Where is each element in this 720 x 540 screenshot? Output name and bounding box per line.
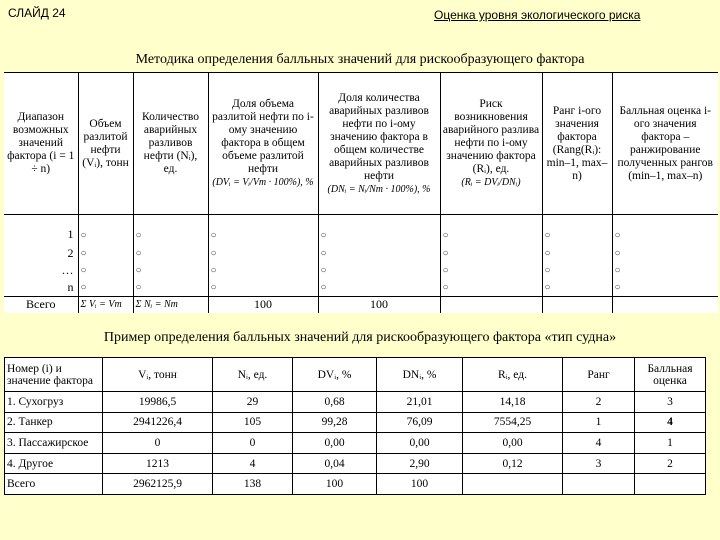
placeholder-mark: ○: [442, 229, 449, 241]
table-cell: [440, 296, 542, 313]
table-cell: [612, 279, 718, 297]
row-label: 1. Сухогруз: [5, 392, 103, 413]
table-cell: [542, 244, 612, 261]
table-cell: [542, 279, 612, 297]
table-cell: 105: [213, 412, 293, 433]
table-cell: 0,00: [293, 433, 377, 454]
table-cell: [612, 215, 718, 245]
placeholder-mark: ○: [320, 282, 327, 294]
placeholder-mark: ○: [614, 248, 621, 260]
table-cell: 4: [635, 412, 706, 433]
table-cell: 0,12: [463, 453, 563, 474]
placeholder-mark: ○: [442, 282, 449, 294]
placeholder-mark: ○: [210, 229, 217, 241]
table-row: [5, 453, 706, 474]
example-table: [4, 357, 706, 495]
table-cell: [208, 279, 318, 297]
col-header: Объем разлитой нефти (Vᵢ), тонн: [78, 73, 133, 215]
table-cell: [612, 262, 718, 279]
sum-v: Σ Vᵢ = Vт: [78, 296, 133, 313]
row-label: 4. Другое: [5, 453, 103, 474]
row-index: …: [4, 262, 78, 279]
section1-title: Методика определения балльных значений для рискообразующего фактора: [135, 52, 585, 67]
col-header: Балльная оценка: [635, 358, 706, 392]
placeholder-mark: ○: [135, 229, 142, 241]
methodology-table-panel: [4, 72, 718, 313]
row-index: 1: [4, 215, 78, 245]
col-header: [318, 73, 440, 215]
table-cell: [463, 474, 563, 495]
table-row: [5, 412, 706, 433]
table-row: [5, 392, 706, 413]
col-header: DNᵢ, %: [377, 358, 463, 392]
table-cell: [440, 215, 542, 245]
formula-dn: (DNᵢ = Nᵢ/Nт · 100%), %: [327, 183, 431, 195]
section2-title: Пример определения балльных значений для рискообразующего фактора «тип судна»: [103, 330, 617, 345]
table-cell: [133, 279, 208, 297]
table-cell: [563, 474, 635, 495]
example-table-panel: [4, 357, 706, 495]
placeholder-mark: ○: [80, 265, 87, 277]
sum-dn: 100: [318, 296, 440, 313]
table-cell: [635, 474, 706, 495]
placeholder-mark: ○: [320, 248, 327, 260]
placeholder-mark: ○: [614, 229, 621, 241]
col-header: Количество аварийных разливов нефти (Nᵢ), ед.: [133, 73, 208, 215]
col-header: Rᵢ, ед.: [463, 358, 563, 392]
col-header: DVᵢ, %: [293, 358, 377, 392]
table-cell: 14,18: [463, 392, 563, 413]
table-cell: [612, 244, 718, 261]
table-cell: 2: [635, 453, 706, 474]
table-cell: [133, 262, 208, 279]
table-cell: 4: [563, 433, 635, 454]
sum-row: [4, 296, 718, 313]
sum-n: Σ Nᵢ = Nт: [133, 296, 208, 313]
table-cell: 100: [293, 474, 377, 495]
table-row: [4, 279, 718, 297]
table-cell: [318, 279, 440, 297]
table-cell: [208, 244, 318, 261]
col-header: Ранг i-ого значения фактора (Rang(Rᵢ): min–1, max–n): [542, 73, 612, 215]
table-cell: 76,09: [377, 412, 463, 433]
row-index: n: [4, 279, 78, 297]
col-header: Диапазон возможных значений фактора (i = 1 ÷ n): [4, 73, 78, 215]
col-header-text: Доля объема разлитой нефти по i-ому значению фактора в общем объеме разлитой нефти: [212, 98, 314, 175]
placeholder-mark: ○: [210, 282, 217, 294]
topic-title: Оценка уровня экологического риска: [434, 8, 641, 22]
table-cell: [78, 279, 133, 297]
table-cell: [78, 215, 133, 245]
table-cell: 4: [213, 453, 293, 474]
table-cell: [542, 296, 612, 313]
placeholder-mark: ○: [544, 265, 551, 277]
table-cell: [440, 244, 542, 261]
table-row: [4, 262, 718, 279]
table-cell: 0,68: [293, 392, 377, 413]
table-row: [4, 215, 718, 245]
table-cell: 21,01: [377, 392, 463, 413]
placeholder-mark: ○: [135, 265, 142, 277]
table-cell: [208, 262, 318, 279]
table-cell: [440, 262, 542, 279]
methodology-table: [4, 72, 718, 313]
placeholder-mark: ○: [544, 248, 551, 260]
placeholder-mark: ○: [442, 248, 449, 260]
total-row: [5, 474, 706, 495]
table-cell: [318, 244, 440, 261]
placeholder-mark: ○: [210, 265, 217, 277]
table-cell: 0: [103, 433, 213, 454]
placeholder-mark: ○: [80, 282, 87, 294]
placeholder-mark: ○: [544, 282, 551, 294]
table-cell: 0,00: [463, 433, 563, 454]
table-cell: [78, 262, 133, 279]
table-cell: 138: [213, 474, 293, 495]
placeholder-mark: ○: [320, 265, 327, 277]
col-header-text: Риск возникновения аварийного разлива нефти по i-ому значению фактора (Rᵢ), ед.: [442, 98, 540, 175]
row-label: 2. Танкер: [5, 412, 103, 433]
row-index: 2: [4, 244, 78, 261]
placeholder-mark: ○: [614, 265, 621, 277]
formula-dv: (DVᵢ = Vᵢ/Vт · 100%), %: [212, 177, 314, 188]
total-label: Всего: [5, 474, 103, 495]
col-header: Балльная оценка i-ого значения фактора – ранжирование полученных рангов (min–1, max–n): [617, 104, 713, 182]
col-header: [208, 73, 318, 215]
table-cell: 1213: [103, 453, 213, 474]
sum-label: Всего: [4, 296, 78, 313]
table-cell: 99,28: [293, 412, 377, 433]
col-header: Vᵢ, тонн: [103, 358, 213, 392]
placeholder-mark: ○: [135, 248, 142, 260]
placeholder-mark: ○: [442, 265, 449, 277]
table-cell: 2962125,9: [103, 474, 213, 495]
table-cell: [208, 215, 318, 245]
table-cell: [318, 262, 440, 279]
table-cell: 0,00: [377, 433, 463, 454]
table-cell: [78, 244, 133, 261]
table-row: [5, 433, 706, 454]
slide-number: СЛАЙД 24: [8, 6, 66, 20]
table-cell: [612, 296, 718, 313]
table-cell: [133, 244, 208, 261]
placeholder-mark: ○: [320, 229, 327, 241]
col-header-text: Доля количества аварийных разливов нефти по i-ому значению фактора в общем количестве аварийных разливов нефти: [329, 91, 429, 182]
table-cell: 2941226,4: [103, 412, 213, 433]
sum-dv: 100: [208, 296, 318, 313]
table-cell: 2: [563, 392, 635, 413]
placeholder-mark: ○: [210, 248, 217, 260]
col-header: Номер (i) и значение фактора: [5, 358, 103, 392]
table-cell: 0,04: [293, 453, 377, 474]
placeholder-mark: ○: [135, 282, 142, 294]
table-cell: [133, 215, 208, 245]
table-cell: 3: [563, 453, 635, 474]
table-cell: [440, 279, 542, 297]
placeholder-mark: ○: [544, 229, 551, 241]
table-cell: [542, 215, 612, 245]
table-cell: 100: [377, 474, 463, 495]
formula-r: (Rᵢ = DVᵢ/DNᵢ): [461, 177, 521, 188]
table-cell: 7554,25: [463, 412, 563, 433]
placeholder-mark: ○: [614, 282, 621, 294]
col-header: [440, 73, 542, 215]
table-cell: 0: [213, 433, 293, 454]
table-cell: 1: [635, 433, 706, 454]
table-row: [4, 244, 718, 261]
table-cell: [318, 215, 440, 245]
table-cell: [542, 262, 612, 279]
col-header: Nᵢ, ед.: [213, 358, 293, 392]
placeholder-mark: ○: [80, 248, 87, 260]
placeholder-mark: ○: [80, 229, 87, 241]
col-header: Ранг: [563, 358, 635, 392]
table-cell: 19986,5: [103, 392, 213, 413]
table-cell: 3: [635, 392, 706, 413]
table-cell: 29: [213, 392, 293, 413]
row-label: 3. Пассажирское: [5, 433, 103, 454]
table-cell: 1: [563, 412, 635, 433]
table-cell: 2,90: [377, 453, 463, 474]
